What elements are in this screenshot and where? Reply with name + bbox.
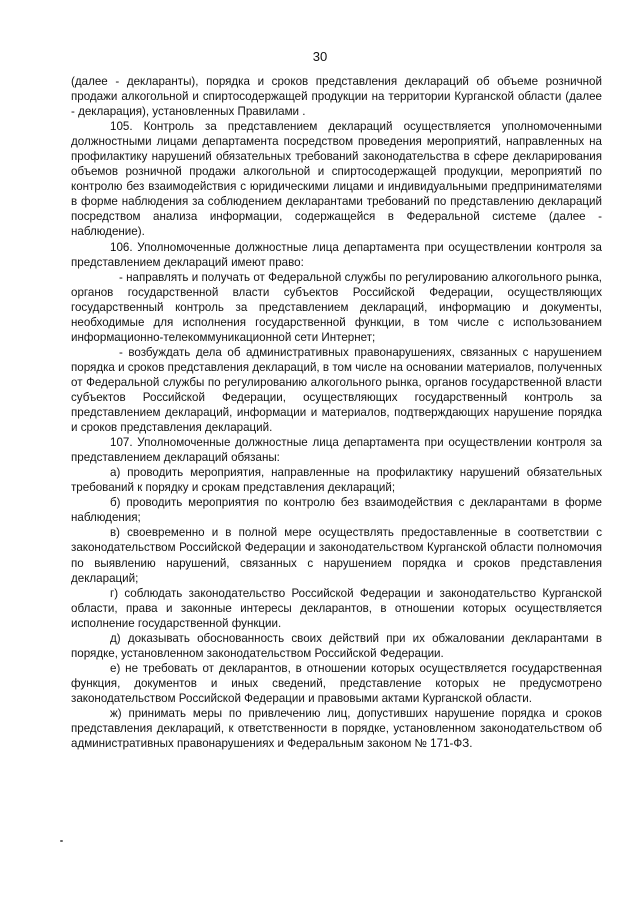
paragraph-106: 106. Уполномоченные должностные лица департамента при осуществлении контроля за представлением деклараций имеют право:	[71, 240, 602, 269]
document-body	[71, 74, 602, 751]
paragraph-107-g: г) соблюдать законодательство Российской Федерации и законодательство Курганской области, права и законные интересы декларантов, в отношении которых осуществляется исполнение государственной функции.	[71, 586, 602, 630]
paragraph-107-b: б) проводить мероприятия по контролю без взаимодействия с декларантами в форме наблюдения;	[71, 496, 602, 525]
paragraph-106-right-1: - направлять и получать от Федеральной службы по регулированию алкогольного рынка, органов государственной власти субъектов Российской Федерации, осуществляющих государственный контроль за представлением деклараций, информацию и документы, необходимые для исполнения государственной функции, в том числе с использованием информационно-телекоммуникационной сети Интернет;	[71, 270, 602, 344]
paragraph-107-zh: ж) принимать меры по привлечению лиц, допустивших нарушение порядка и сроков представления деклараций, к ответственности в порядке, установленном законодательством об административных правонарушениях и Федеральным законом № 171-ФЗ.	[71, 706, 602, 751]
paragraph-107-a: а) проводить мероприятия, направленные на профилактику нарушений обязательных требований к порядку и срокам представления деклараций;	[71, 466, 602, 495]
paragraph-105: 105. Контроль за представлением деклараций осуществляется уполномоченными должностными лицами департамента посредством проведения мероприятий, направленных на профилактику нарушений обязательных требований законодательства в сфере декларирования объемов розничной продажи алкогольной и спиртосодержащей продукции, мероприятий по контролю без взаимодействия с юридическими лицами и индивидуальными предпринимателями в форме наблюдения за соблюдением декларантами требований по представлению деклараций посредством анализа информации, содержащейся в Федеральной системе (далее - наблюдение).	[71, 120, 602, 239]
paragraph-107-e: е) не требовать от декларантов, в отношении которых осуществляется государственная функция, документов и иных сведений, представление которых не предусмотрено законодательством Российской Федерации и правовыми актами Курганской области.	[71, 661, 602, 705]
scan-mark	[60, 840, 63, 842]
paragraph-continuation: (далее - декларанты), порядка и сроков представления деклараций об объеме розничной продажи алкогольной и спиртосодержащей продукции на территории Курганской области (далее - декларация), установленных Правилами .	[71, 75, 602, 119]
paragraph-107-d: д) доказывать обоснованность своих действий при их обжаловании декларантами в порядке, установленном законодательством Российской Федерации.	[71, 631, 602, 660]
paragraph-106-right-2: - возбуждать дела об административных правонарушениях, связанных с нарушением порядка и сроков представления деклараций, в том числе на основании материалов, полученных от Федеральной службы по регулированию алкогольного рынка, органов государственной власти субъектов Российской Федерации, осуществляющих государственный контроль за представлением деклараций, информации и материалов, подтверждающих нарушение порядка и сроков представления деклараций.	[71, 345, 602, 435]
paragraph-107: 107. Уполномоченные должностные лица департамента при осуществлении контроля за представлением деклараций обязаны:	[71, 436, 602, 465]
paragraph-107-v: в) своевременно и в полной мере осуществлять предоставленные в соответствии с законодательством Российской Федерации и законодательством Курганской области полномочия по выявлению нарушений, связанных с нарушением порядка и сроков представления деклараций;	[71, 526, 602, 585]
page-number: 30	[312, 49, 328, 64]
